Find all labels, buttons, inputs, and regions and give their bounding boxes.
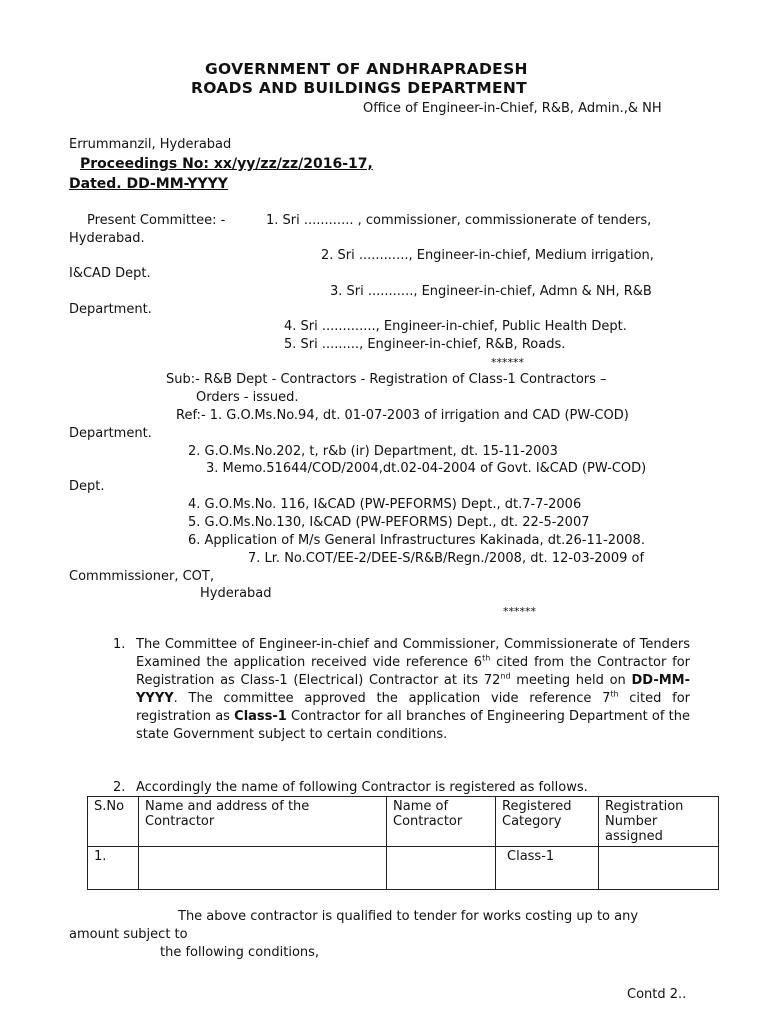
reference-4: 4. G.O.Ms.No. 116, I&CAD (PW-PEFORMS) Dept., dt.7-7-2006 <box>188 497 582 512</box>
table-cell <box>387 847 496 890</box>
dept-heading: ROADS AND BUILDINGS DEPARTMENT <box>191 79 528 97</box>
office-line: Office of Engineer-in-Chief, R&B, Admin.,& NH <box>363 101 662 116</box>
table-header-cell: Name and address of the Contractor <box>139 797 387 847</box>
table-header-row <box>88 797 719 847</box>
reference-7-city: Hyderabad <box>200 586 272 601</box>
committee-member-1-cont: Hyderabad. <box>69 231 145 246</box>
table-header-cell: Name of Contractor <box>387 797 496 847</box>
table-header-cell: Registered Category <box>496 797 599 847</box>
subject-line-2: Orders - issued. <box>196 390 299 405</box>
closing-line-3: the following conditions, <box>160 945 320 960</box>
contd-note: Contd 2.. <box>627 987 687 1002</box>
committee-member-3: 3. Sri ..........., Engineer-in-chief, Admn & NH, R&B <box>330 284 652 299</box>
committee-member-4: 4. Sri ............., Engineer-in-chief, Public Health Dept. <box>284 319 627 334</box>
closing-line-1: The above contractor is qualified to tender for works costing up to any <box>178 909 639 924</box>
table-header-cell: S.No <box>88 797 139 847</box>
dated-line: Dated. DD-MM-YYYY <box>69 176 228 192</box>
para-1-number: 1. <box>113 637 126 652</box>
govt-heading: GOVERNMENT OF ANDHRAPRADESH <box>205 60 528 78</box>
proceedings-number: Proceedings No: xx/yy/zz/zz/2016-17, <box>80 156 373 172</box>
para-1-text: The Committee of Engineer-in-chief and Commissioner, Commissionerate of Tenders Examined the application received vide reference 6th cited from the Contractor for Registration as Class-1 (Electrical) Contractor at its 72nd meeting held on DD-MM-YYYY. The committee approved the application vide reference 7th cited for registration as Class-1 Contractor for all branches of Engineering Department of the state Government subject to certain conditions. <box>136 637 691 742</box>
committee-member-2: 2. Sri ............, Engineer-in-chief, Medium irrigation, <box>321 248 654 263</box>
para-2-number: 2. <box>113 780 126 795</box>
table-row <box>88 847 719 890</box>
table-cell <box>139 847 387 890</box>
reference-5: 5. G.O.Ms.No.130, I&CAD (PW-PEFORMS) Dept., dt. 22-5-2007 <box>188 515 590 530</box>
table-cell: Class-1 <box>496 847 599 890</box>
committee-member-1: 1. Sri ............ , commissioner, commissionerate of tenders, <box>266 213 652 228</box>
committee-member-2-cont: I&CAD Dept. <box>69 266 151 281</box>
reference-6: 6. Application of M/s General Infrastructures Kakinada, dt.26-11-2008. <box>188 533 645 548</box>
reference-7-cont: Commmissioner, COT, <box>69 569 214 584</box>
place-line: Errummanzil, Hyderabad <box>69 137 232 152</box>
reference-1: Ref:- 1. G.O.Ms.No.94, dt. 01-07-2003 of irrigation and CAD (PW-COD) <box>176 408 629 423</box>
reference-2: 2. G.O.Ms.No.202, t, r&b (ir) Department, dt. 15-11-2003 <box>188 444 558 459</box>
committee-member-5: 5. Sri ........., Engineer-in-chief, R&B, Roads. <box>284 337 566 352</box>
table-cell: 1. <box>88 847 139 890</box>
closing-line-2: amount subject to <box>69 927 188 942</box>
separator-stars-2: ****** <box>503 605 536 618</box>
subject-line-1: Sub:- R&B Dept - Contractors - Registration of Class-1 Contractors – <box>166 372 607 387</box>
table-cell <box>599 847 719 890</box>
reference-3-cont: Dept. <box>69 479 105 494</box>
table-header-cell: Registration Number assigned <box>599 797 719 847</box>
committee-label: Present Committee: - <box>87 213 226 228</box>
committee-member-3-cont: Department. <box>69 302 152 317</box>
contractor-table <box>87 796 719 890</box>
reference-7: 7. Lr. No.COT/EE-2/DEE-S/R&B/Regn./2008, dt. 12-03-2009 of <box>248 551 645 566</box>
separator-stars-1: ****** <box>491 356 524 369</box>
reference-3: 3. Memo.51644/COD/2004,dt.02-04-2004 of Govt. I&CAD (PW-COD) <box>206 461 647 476</box>
reference-1-cont: Department. <box>69 426 152 441</box>
para-2-text: Accordingly the name of following Contractor is registered as follows. <box>136 780 588 795</box>
